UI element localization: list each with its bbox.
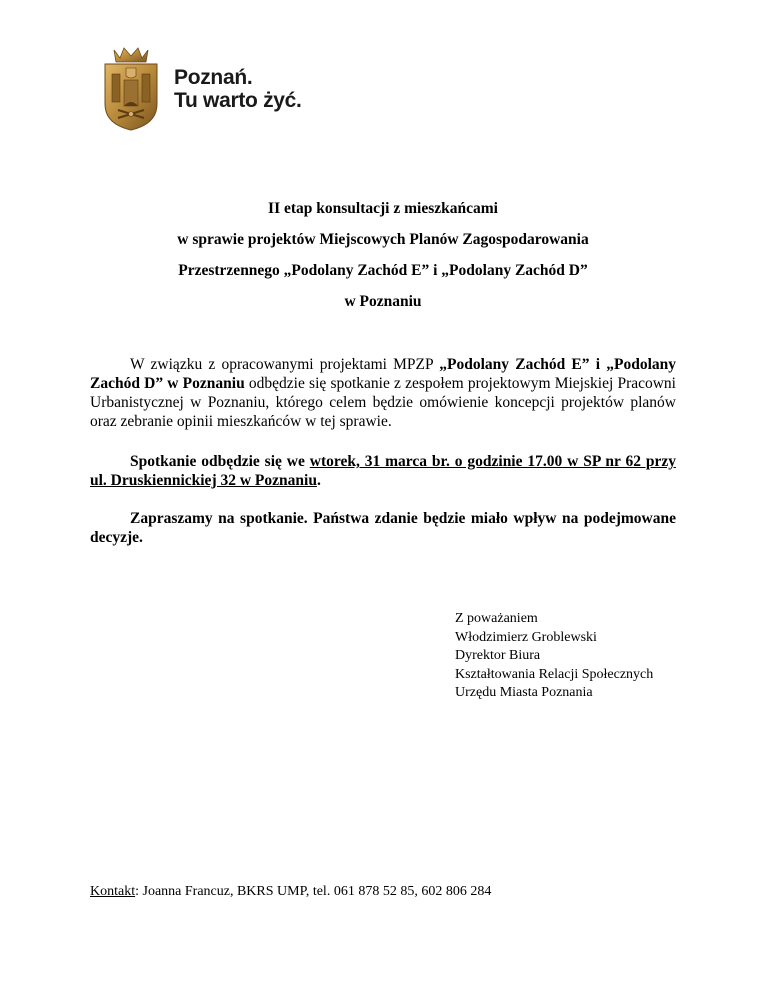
meeting-date-location: wtorek, 31 marca br. o godzinie 17.00 w SP nr 62 przy ul. Druskiennickiej 32 w Poznaniu xyxy=(90,453,676,489)
meeting-text-end: . xyxy=(316,472,321,489)
signature-name: Włodzimierz Groblewski xyxy=(455,629,597,645)
intro-plan-names: „Podolany Zachód E” i „Podolany Zachód D” w Poznaniu xyxy=(90,356,676,392)
signature-office: Urzędu Miasta Poznania xyxy=(455,685,593,700)
contact-line xyxy=(90,883,491,901)
signature-department: Kształtowania Relacji Społecznych xyxy=(455,666,654,682)
heading-line-4: w Poznaniu xyxy=(344,293,422,310)
invitation-paragraph: Zapraszamy na spotkanie. Państwa zdanie będzie miało wpływ na podejmowane decyzje. xyxy=(90,510,676,546)
meeting-text-start: Spotkanie odbędzie się we xyxy=(130,453,310,470)
logo-slogan xyxy=(174,66,302,112)
logo-line-city: Poznań. xyxy=(174,66,253,89)
heading-line-3: Przestrzennego „Podolany Zachód E” i „Podolany Zachód D” xyxy=(178,262,588,279)
heading-line-2: w sprawie projektów Miejscowych Planów Zagospodarowania xyxy=(177,231,589,248)
signature-title: Dyrektor Biura xyxy=(455,648,541,663)
contact-label: Kontakt xyxy=(90,884,136,899)
meeting-paragraph xyxy=(90,452,676,490)
signature-greeting: Z poważaniem xyxy=(455,611,538,626)
poznan-logo xyxy=(100,44,360,134)
poznan-crest-icon xyxy=(100,44,162,132)
document-heading xyxy=(90,199,676,323)
intro-text-end: odbędzie się spotkanie z zespołem projektowym Miejskiej Pracowni Urbanistycznej w Poznaniu, którego celem będzie omówienie koncepcji projektów planów oraz zebranie opinii mieszkańców w tej sprawie. xyxy=(90,375,676,430)
signature-block xyxy=(455,610,653,703)
heading-line-1: II etap konsultacji z mieszkańcami xyxy=(268,200,498,217)
contact-details: : Joanna Francuz, BKRS UMP, tel. 061 878 52 85, 602 806 284 xyxy=(135,884,492,899)
logo-line-slogan: Tu warto żyć. xyxy=(174,89,302,112)
intro-paragraph xyxy=(90,355,676,431)
intro-text-start: W związku z opracowanymi projektami MPZP xyxy=(130,356,440,373)
